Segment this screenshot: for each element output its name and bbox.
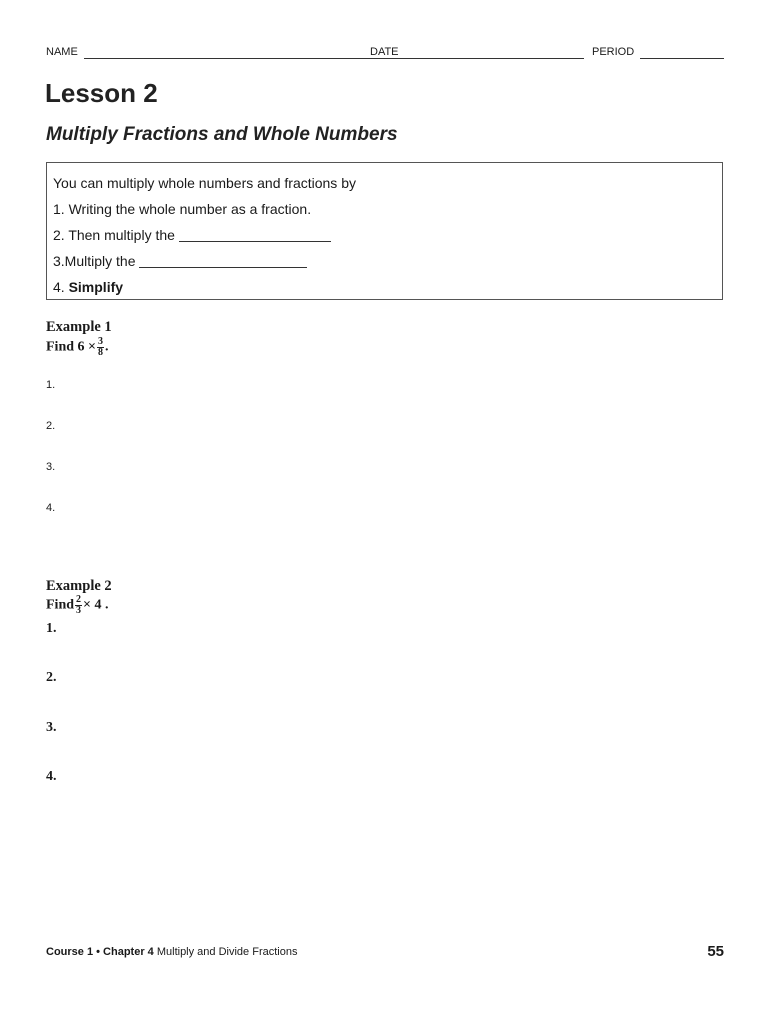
example-1-step-2: 2. <box>46 420 56 432</box>
example-1-fraction <box>97 337 104 358</box>
example-2-problem <box>46 595 109 616</box>
step-3 <box>53 248 722 274</box>
step-4-number: 4. <box>53 279 65 295</box>
footer-chapter-title: Multiply and Divide Fractions <box>156 946 298 958</box>
footer-course-chapter: Course 1 • Chapter 4 <box>46 946 154 958</box>
step-3-text: 3.Multiply the <box>53 253 136 269</box>
example-2-step-1: 1. <box>46 621 57 636</box>
example-2-step-2: 2. <box>46 670 57 685</box>
example-2-heading: Example 2 <box>46 578 112 594</box>
example-2-fraction <box>75 595 82 616</box>
example-1-find-suffix: . <box>105 339 109 355</box>
page-title: Lesson 2 <box>45 78 158 108</box>
example-1-heading: Example 1 <box>46 319 112 335</box>
fraction-denominator: 8 <box>98 347 103 358</box>
step-1: 1. Writing the whole number as a fraction. <box>53 201 312 217</box>
period-field[interactable] <box>640 58 724 59</box>
date-label: DATE <box>370 46 399 58</box>
period-label: PERIOD <box>592 46 635 58</box>
example-1-problem <box>46 337 109 358</box>
steps-intro: You can multiply whole numbers and fractions by <box>53 175 356 191</box>
page-number: 55 <box>707 943 724 960</box>
step-4-text: Simplify <box>68 279 124 295</box>
fraction-denominator: 3 <box>76 605 82 616</box>
header-row <box>46 46 724 62</box>
step-2-text: 2. Then multiply the <box>53 227 175 243</box>
example-1-step-3: 3. <box>46 461 56 473</box>
step-3-blank[interactable] <box>139 253 307 268</box>
footer-course <box>46 946 297 958</box>
name-field[interactable] <box>84 58 412 59</box>
fraction-numerator: 3 <box>98 336 103 347</box>
step-2 <box>53 222 722 248</box>
lesson-subtitle: Multiply Fractions and Whole Numbers <box>46 124 398 145</box>
name-label: NAME <box>46 46 78 58</box>
steps-box <box>46 162 723 300</box>
step-4 <box>53 274 722 300</box>
example-2-find-suffix: × 4 . <box>83 597 109 613</box>
example-2-step-4: 4. <box>46 769 57 784</box>
example-2-step-3: 3. <box>46 720 57 735</box>
step-2-blank[interactable] <box>179 227 331 242</box>
example-2-find-prefix: Find <box>46 597 75 613</box>
example-1-find-prefix: Find 6 × <box>46 339 96 355</box>
example-1-step-1: 1. <box>46 379 56 391</box>
date-field[interactable] <box>406 58 584 59</box>
fraction-numerator: 2 <box>76 594 82 605</box>
example-1-step-4: 4. <box>46 502 56 514</box>
